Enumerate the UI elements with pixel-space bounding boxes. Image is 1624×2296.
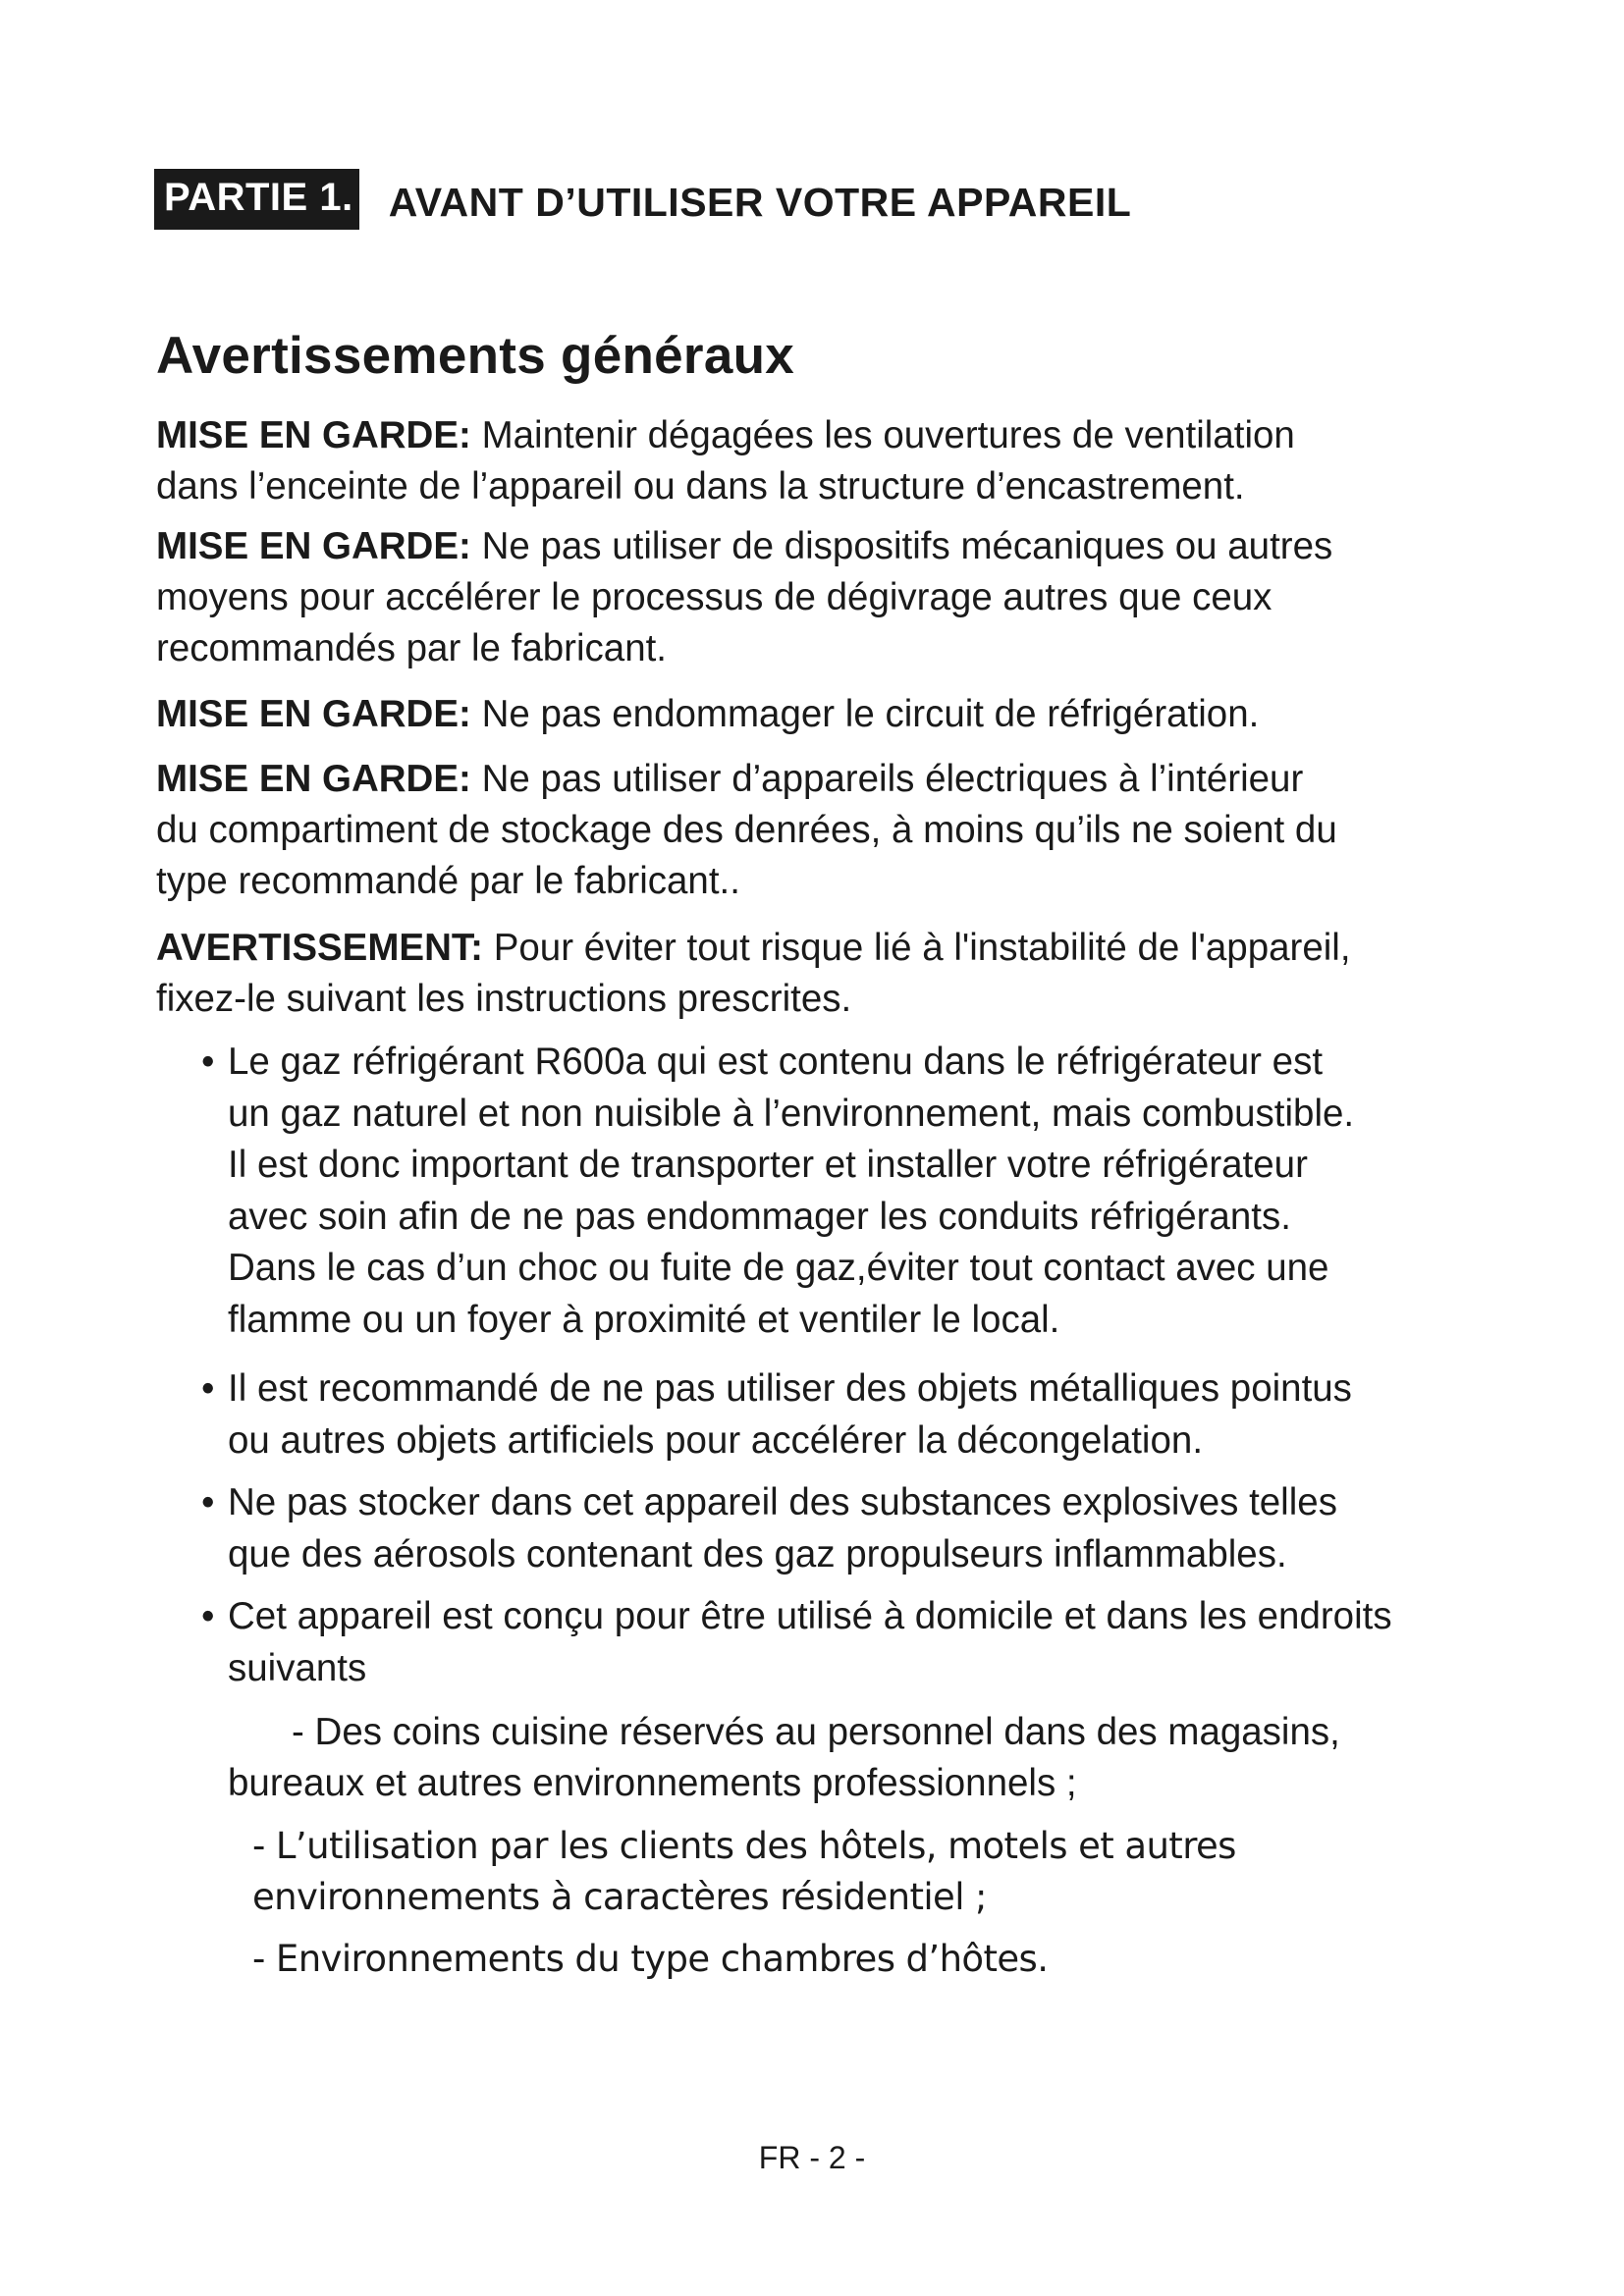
- part-header: [154, 169, 1131, 230]
- warning-text: fixez-le suivant les instructions prescrites.: [156, 978, 852, 1020]
- bullet-text: flamme ou un foyer à proximité et ventiler le local.: [228, 1298, 1060, 1341]
- bullet-dot: •: [201, 1481, 215, 1523]
- warning-text: Ne pas endommager le circuit de réfrigération.: [481, 693, 1260, 735]
- warning-paragraph-5: [156, 923, 1550, 1025]
- sub-item-text: - Des coins cuisine réservés au personnel dans des magasins,: [292, 1711, 1340, 1753]
- bullet-text: ou autres objets artificiels pour accélérer la décongelation.: [228, 1418, 1204, 1462]
- warning-text: dans l’enceinte de l’appareil ou dans la structure d’encastrement.: [156, 465, 1245, 507]
- sub-item-1: [228, 1707, 1340, 1809]
- bullet-text: un gaz naturel et non nuisible à l’environnement, mais combustible.: [228, 1092, 1355, 1135]
- sub-item-text: - Environnements du type chambres d’hôtes.: [252, 1938, 1049, 1980]
- warning-text: Pour éviter tout risque lié à l'instabilité de l'appareil,: [493, 927, 1351, 969]
- sub-item-text: - L’utilisation par les clients des hôtels, motels et autres: [252, 1825, 1236, 1867]
- warning-paragraph-4: [156, 754, 1550, 907]
- part-badge: PARTIE 1.: [154, 169, 359, 230]
- warning-paragraph-1: [156, 410, 1550, 512]
- section-title: Avertissements généraux: [156, 327, 795, 385]
- warning-text: du compartiment de stockage des denrées, à moins qu’ils ne soient du: [156, 809, 1337, 851]
- bullet-item-2: [201, 1363, 1596, 1467]
- warning-label: MISE EN GARDE:: [156, 758, 471, 800]
- bullet-item-4: [201, 1591, 1596, 1694]
- warning-label: AVERTISSEMENT:: [156, 927, 483, 969]
- bullet-text: Ne pas stocker dans cet appareil des substances explosives telles: [228, 1481, 1337, 1523]
- warning-text: recommandés par le fabricant.: [156, 627, 667, 669]
- warning-label: MISE EN GARDE:: [156, 693, 471, 735]
- bullet-text: Cet appareil est conçu pour être utilisé à domicile et dans les endroits: [228, 1595, 1392, 1637]
- sub-item-2: [252, 1821, 1236, 1923]
- bullet-item-3: [201, 1477, 1596, 1580]
- page-number: FR - 2 -: [758, 2140, 866, 2175]
- bullet-text: Il est recommandé de ne pas utiliser des objets métalliques pointus: [228, 1367, 1352, 1410]
- warning-label: MISE EN GARDE:: [156, 414, 471, 456]
- warning-text: moyens pour accélérer le processus de dégivrage autres que ceux: [156, 576, 1272, 618]
- bullet-text: Il est donc important de transporter et installer votre réfrigérateur: [228, 1144, 1308, 1186]
- warning-text: Maintenir dégagées les ouvertures de ventilation: [481, 414, 1295, 456]
- bullet-dot: •: [201, 1041, 215, 1083]
- bullet-text: que des aérosols contenant des gaz propulseurs inflammables.: [228, 1532, 1287, 1575]
- warning-paragraph-2: [156, 521, 1550, 674]
- sub-item-3: [252, 1934, 1048, 1985]
- part-title: AVANT D’UTILISER VOTRE APPAREIL: [388, 179, 1132, 225]
- warning-text: Ne pas utiliser de dispositifs mécaniques ou autres: [481, 525, 1333, 567]
- bullet-text: avec soin afin de ne pas endommager les conduits réfrigérants.: [228, 1195, 1291, 1238]
- warning-text: type recommandé par le fabricant..: [156, 860, 740, 902]
- sub-item-text: bureaux et autres environnements professionnels ;: [228, 1762, 1077, 1804]
- bullet-text: suivants: [228, 1646, 367, 1689]
- warning-label: MISE EN GARDE:: [156, 525, 471, 567]
- sub-item-text: environnements à caractères résidentiel ;: [252, 1876, 987, 1918]
- bullet-item-1: [201, 1037, 1596, 1346]
- bullet-text: Dans le cas d’un choc ou fuite de gaz,éviter tout contact avec une: [228, 1247, 1329, 1289]
- bullet-dot: •: [201, 1595, 215, 1637]
- warning-text: Ne pas utiliser d’appareils électriques à l’intérieur: [481, 758, 1304, 800]
- bullet-dot: •: [201, 1367, 215, 1410]
- bullet-text: Le gaz réfrigérant R600a qui est contenu dans le réfrigérateur est: [228, 1041, 1324, 1083]
- warning-paragraph-3: [156, 689, 1550, 740]
